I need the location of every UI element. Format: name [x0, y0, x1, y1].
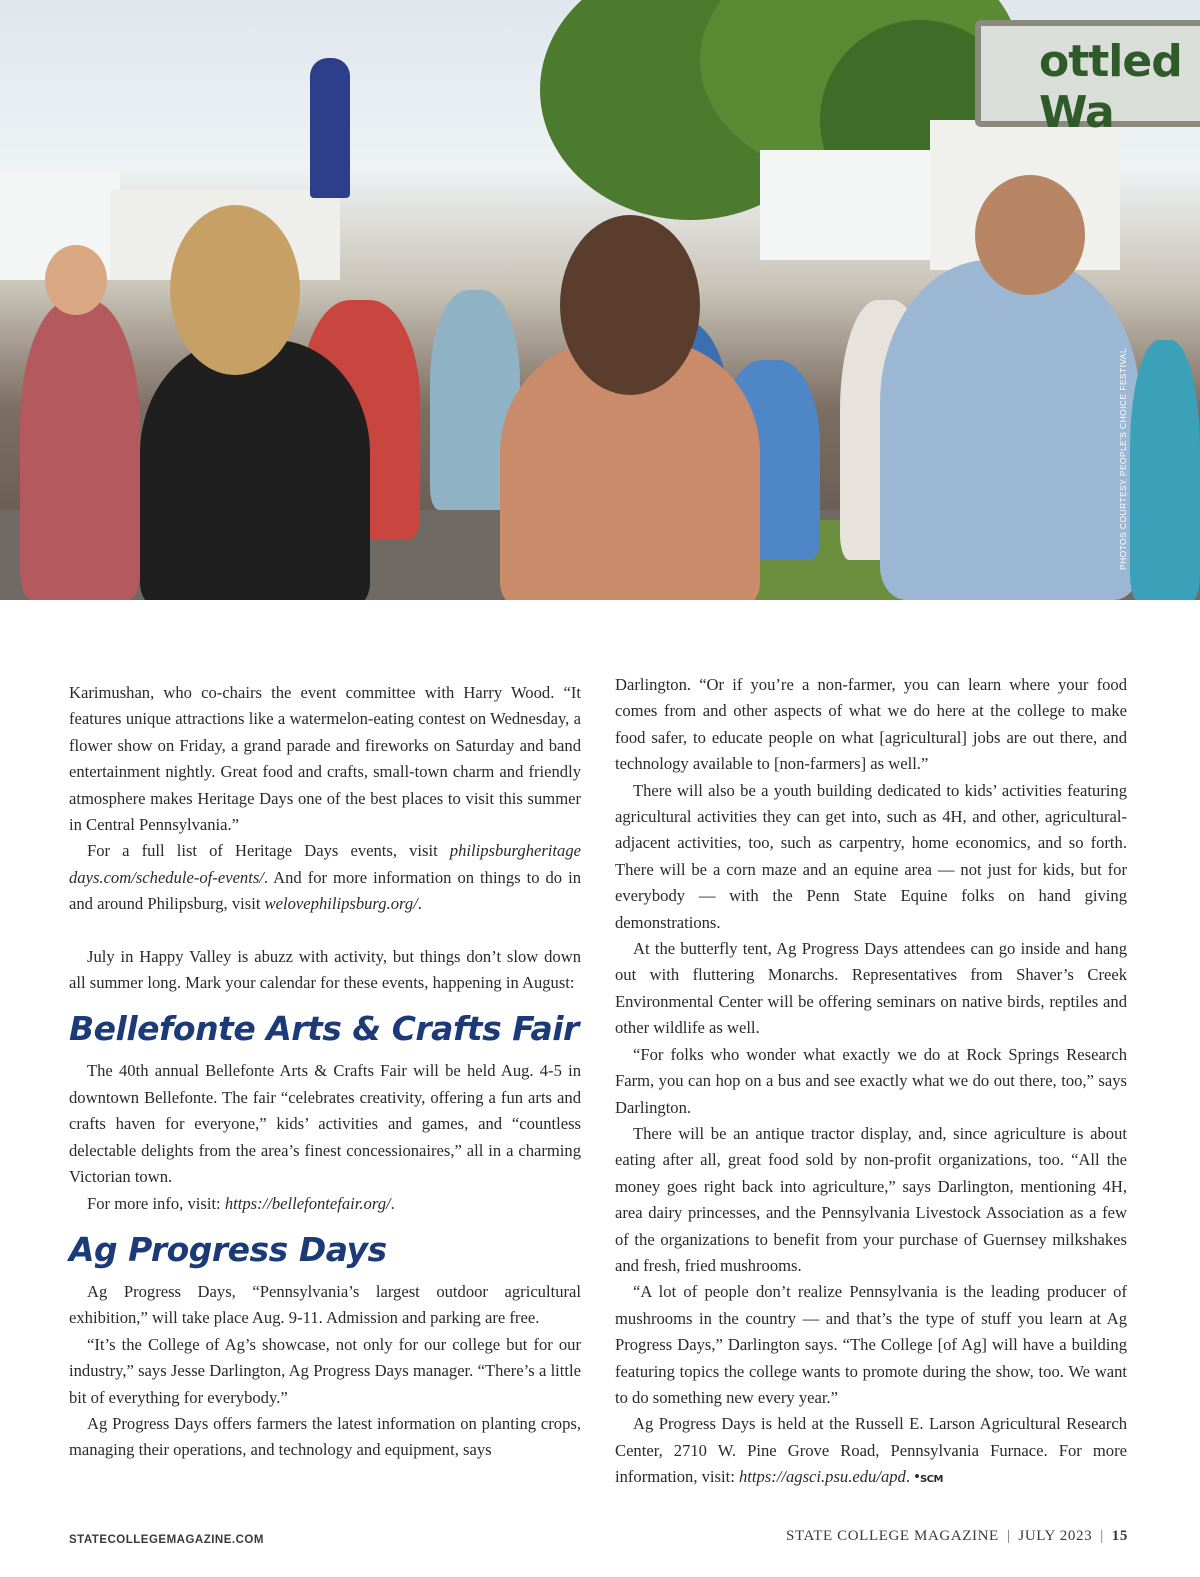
paragraph: For a full list of Heritage Days events, visit philipsburgheritage days.com/schedule-of-events/. And for more information on things to do in and around Philipsburg, visit welovephilipsburg.org/.: [69, 841, 581, 914]
welovephilipsburg-link[interactable]: welovephilipsburg.org/: [264, 894, 418, 914]
paragraph: The 40th annual Bellefonte Arts & Crafts Fair will be held Aug. 4-5 in downtown Bellefonte. The fair “celebrates creativity, offering a fun arts and crafts haven for everyone,” kids’ activities and games, and “countless delectable delights from the area’s finest concessionaires,” all in a charming Victorian town.: [69, 1061, 581, 1187]
footer-site: STATECOLLEGEMAGAZINE.COM: [69, 1534, 264, 1546]
paragraph: At the butterfly tent, Ag Progress Days attendees can go inside and hang out with fluttering Monarchs. Representatives from Shaver’s Creek Environmental Center will be offering seminars on native birds, reptiles and other wildlife as well.: [615, 939, 1127, 1038]
page-number: 15: [1111, 1528, 1128, 1544]
paragraph: “It’s the College of Ag’s showcase, not only for our college but for our industry,” says Jesse Darlington, Ag Progress Days manager. “There’s a little bit of everything for everybody.”: [69, 1334, 581, 1407]
paragraph: July in Happy Valley is abuzz with activity, but things don’t slow down all summer long. Mark your calendar for these events, happening in August:: [69, 946, 581, 993]
heading-bellefonte-fair: Bellefonte Arts & Crafts Fair: [69, 1009, 579, 1049]
agsci-link[interactable]: https://agsci.psu.edu/apd: [738, 1467, 906, 1487]
heritage-days-link[interactable]: philipsburgheritage days.com/schedule-of-events/: [69, 841, 581, 887]
paragraph: There will be an antique tractor display, and, since agriculture is about eating after all, great food sold by non-profit organizations, too. “All the money goes right back into agriculture,” says Darlington, mentioning 4H, area dairy princesses, and the Pennsylvania Livestock Association as a few of the organizations to benefit from your purchase of Guernsey milkshakes and fresh, fried mushrooms.: [615, 1123, 1127, 1275]
left-column: [69, 680, 581, 1464]
paragraph: Ag Progress Days offers farmers the latest information on planting crops, managing their operations, and technology and equipment, says: [69, 1413, 581, 1460]
footer-issue: JULY 2023: [1018, 1528, 1093, 1544]
paragraph: For more info, visit: https://bellefontefair.org/.: [87, 1193, 395, 1213]
photo-credit: PHOTOS COURTESY PEOPLE'S CHOICE FESTIVAL: [1118, 348, 1128, 570]
heading-ag-progress-days: Ag Progress Days: [69, 1229, 387, 1269]
bellefontefair-link[interactable]: https://bellefontefair.org/: [224, 1193, 391, 1213]
right-column: [615, 672, 1127, 1494]
banner-flag: [310, 58, 350, 198]
footer-folio: STATE COLLEGE MAGAZINE | JULY 2023 | 15: [786, 1528, 1128, 1544]
paragraph: “A lot of people don’t realize Pennsylvania is the leading producer of mushrooms in the country — and that’s the type of stuff you learn at Ag Progress Days,” Darlington says. “The College [of Ag] will have a building featuring topics the college wants to promote during the show, too. We want to do something new every year.”: [615, 1282, 1127, 1407]
end-mark: SCM: [919, 1474, 943, 1486]
paragraph: Ag Progress Days is held at the Russell E. Larson Agricultural Research Center, 2710 W. Pine Grove Road, Pennsylvania Furnace. For more information, visit: https://agsci.psu.edu/apd. •SCM: [615, 1414, 1127, 1487]
footer-magazine: STATE COLLEGE MAGAZINE: [786, 1528, 999, 1544]
paragraph: “For folks who wonder what exactly we do at Rock Springs Research Farm, you can hop on a bus and see exactly what we do out there, too,” says Darlington.: [615, 1044, 1127, 1117]
vendor-sign: ottled Wa: [975, 20, 1200, 127]
paragraph: Karimushan, who co-chairs the event committee with Harry Wood. “It features unique attractions like a watermelon-eating contest on Wednesday, a flower show on Friday, a grand parade and fireworks on Saturday and band entertainment nightly. Great food and crafts, small-town charm and friendly atmosphere makes Heritage Days one of the best places to visit this summer in Central Pennsylvania.”: [69, 683, 581, 835]
paragraph: There will also be a youth building dedicated to kids’ activities featuring agricultural activities they can get into, such as 4H, and other, agricultural-adjacent activities, too, such as carpentry, home economics, and so forth. There will be a corn maze and an equine area — not just for kids, but for everybody — with the Penn State Equine folks on hand giving demonstrations.: [615, 780, 1127, 932]
hero-photo: [0, 0, 1200, 600]
paragraph: Ag Progress Days, “Pennsylvania’s largest outdoor agricultural exhibition,” will take place Aug. 9-11. Admission and parking are free.: [69, 1281, 581, 1328]
paragraph: Darlington. “Or if you’re a non-farmer, you can learn where your food comes from and other aspects of what we do here at the college to make food safer, to educate people on what [agricultural] jobs are out there, and technology available to [non-farmers] as well.”: [615, 675, 1127, 774]
